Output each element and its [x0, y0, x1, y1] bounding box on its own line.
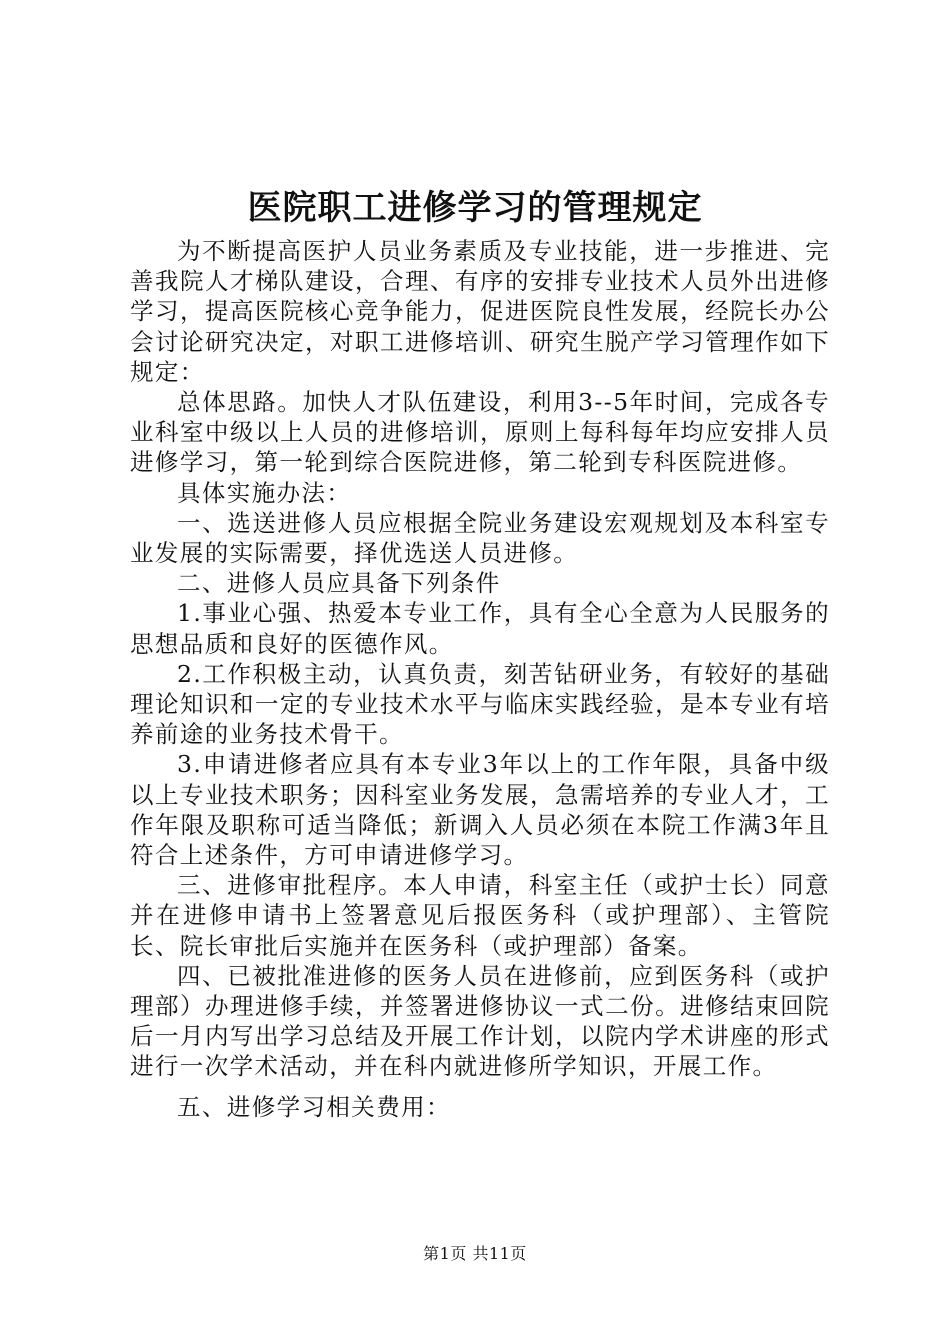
paragraph-overall-approach: 总体思路。加快人才队伍建设，利用3--5年时间，完成各专业科室中级以上人员的进修培训，原则上每科每年均应安排人员进修学习，第一轮到综合医院进修，第二轮到专科医院进修。 [130, 388, 830, 477]
paragraph-implementation-heading: 具体实施办法： [177, 478, 352, 507]
paragraph-item-2: 二、进修人员应具备下列条件 [177, 569, 501, 598]
paragraph-item-3: 三、进修审批程序。本人申请，科室主任（或护士长）同意并在进修申请书上签署意见后报医务科（或护理部）、主管院长、院长审批后实施并在医务科（或护理部）备案。 [130, 871, 830, 960]
paragraph-condition-2: 2.工作积极主动，认真负责，刻苦钻研业务，有较好的基础理论知识和一定的专业技术水平与临床实践经验，是本专业有培养前途的业务技术骨干。 [130, 659, 830, 749]
paragraph-item-5: 五、进修学习相关费用： [177, 1092, 451, 1121]
paragraph-intro: 为不断提高医护人员业务素质及专业技能，进一步推进、完善我院人才梯队建设，合理、有序的安排专业技术人员外出进修学习，提高医院核心竞争能力，促进医院良性发展，经院长办公会讨论研究决定，对职工进修培训、研究生脱产学习管理作如下规定： [130, 237, 830, 386]
paragraph-item-4: 四、已被批准进修的医务人员在进修前，应到医务科（或护理部）办理进修手续，并签署进修协议一式二份。进修结束回院后一月内写出学习总结及开展工作计划，以院内学术讲座的形式进行一次学术活动，并在科内就进修所学知识，开展工作。 [130, 961, 830, 1081]
document-body [130, 236, 830, 1122]
paragraph-item-1: 一、选送进修人员应根据全院业务建设宏观规划及本科室专业发展的实际需要，择优选送人员进修。 [130, 508, 830, 568]
page-number-footer: 第1页 共11页 [423, 1244, 527, 1263]
paragraph-condition-3: 3.申请进修者应具有本专业3年以上的工作年限，具备中级以上专业技术职务；因科室业务发展，急需培养的专业人才，工作年限及职称可适当降低；新调入人员必须在本院工作满3年且符合上述条件，方可申请进修学习。 [130, 750, 830, 870]
paragraph-condition-1: 1.事业心强、热爱本专业工作，具有全心全意为人民服务的思想品质和良好的医德作风。 [130, 599, 830, 658]
document-title: 医院职工进修学习的管理规定 [247, 188, 703, 228]
